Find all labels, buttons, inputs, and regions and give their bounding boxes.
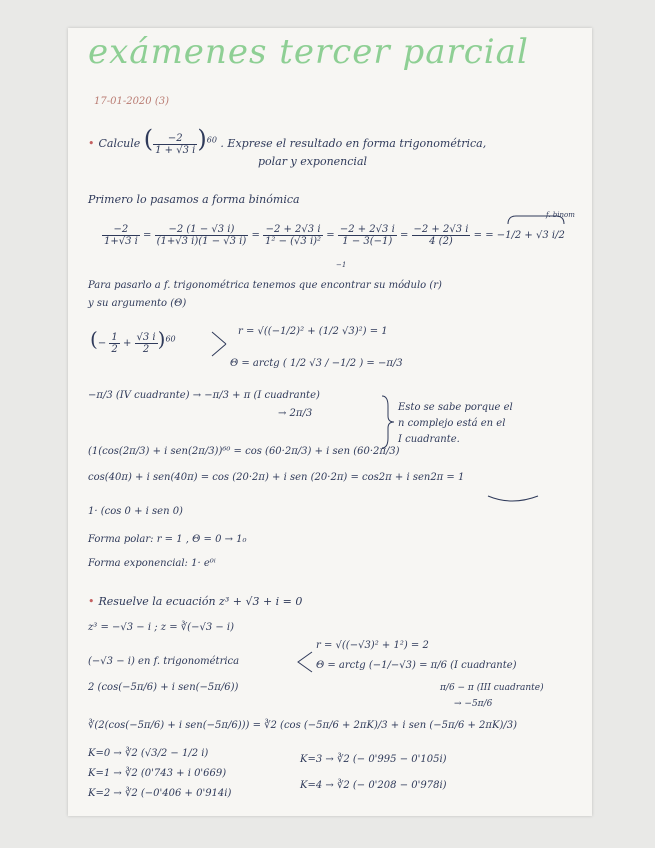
root-k1: K=1 → ∛2 (0'743 + i 0'669) <box>88 768 227 779</box>
note-line-1: Esto se sabe porque el <box>398 402 513 413</box>
step-binomial-intro: Primero lo pasamos a forma binómica <box>88 193 300 206</box>
notebook-page <box>68 28 592 816</box>
p2-argument: Θ = arctg (−1/−√3) = π/6 (I cuadrante) <box>316 660 517 671</box>
minus-one-note: −1 <box>336 261 347 269</box>
problem-1-instruction: . Exprese el resultado en forma trigonométrica, <box>220 137 487 150</box>
bullet-icon: • <box>88 595 95 608</box>
argument-theta: Θ = arctg ( 1/2 √3 / −1/2 ) = −π/3 <box>230 358 403 369</box>
ink-strokes <box>68 28 592 816</box>
z3-expression: z³ = −√3 − i ; z = ∛(−√3 − i) <box>88 622 235 633</box>
problem-1-label: Calcule <box>98 137 141 150</box>
problem-1-instruction-2: polar y exponencial <box>258 155 368 168</box>
root-k2: K=2 → ∛2 (−0'406 + 0'914i) <box>88 788 232 799</box>
note-line-3: I cuadrante. <box>398 434 460 445</box>
root-k0: K=0 → ∛2 (√3/2 − 1/2 i) <box>88 748 209 759</box>
page-title: exámenes tercer parcial <box>88 32 529 72</box>
trig-intro-line-1: Para pasarlo a f. trigonométrica tenemos que encontrar su módulo (r) <box>88 280 442 291</box>
problem-2-statement: • Resuelve la ecuación z³ + √3 + i = 0 <box>88 595 303 608</box>
trig-intro-line-2: y su argumento (Θ) <box>88 298 187 309</box>
quadrant-line-2: → 2π/3 <box>278 408 313 419</box>
root-k4: K=4 → ∛2 (− 0'208 − 0'978i) <box>300 780 447 791</box>
p2-trig-form: 2 (cos(−5π/6) + i sen(−5π/6)) <box>88 682 239 693</box>
p2-modulus: r = √((−√3)² + 1²) = 2 <box>316 640 429 651</box>
expression-z-60: (− $\frac{1}{2}$ + $\frac{√3 i}{2}$ )$^{60}$ <box>90 327 176 355</box>
p2-trig-intro: (−√3 − i) en f. trigonométrica <box>88 656 240 667</box>
cos-40pi-line: cos(40π) + i sen(40π) = cos (20·2π) + i sen (20·2π) = cos2π + i sen2π = 1 <box>88 472 465 483</box>
modulus-r: r = √((−1/2)² + (1/2 √3)²) = 1 <box>238 326 388 337</box>
problem-1-statement: • Calcule ( $\frac{-2}{1 + √3 i}$ )$^{60}$ . Exprese el resultado en forma trigonométrica, <box>88 125 487 156</box>
polar-form: Forma polar: r = 1 , Θ = 0 → 1₀ <box>88 534 247 545</box>
trig-power-line: (1(cos(2π/3) + i sen(2π/3))⁶⁰ = cos (60·2π/3) + i sen (60·2π/3) <box>88 446 400 457</box>
exponential-form: Forma exponencial: 1· e⁰ⁱ <box>88 558 216 569</box>
p2-angle-result: → −5π/6 <box>454 699 493 709</box>
binomial-form-note: f. binom <box>546 211 575 219</box>
p2-root-formula: ∛(2(cos(−5π/6) + i sen(−5π/6))) = ∛2 (cos (−5π/6 + 2πK)/3 + i sen (−5π/6 + 2πK)/3) <box>88 720 517 731</box>
binomial-chain: $\frac{-2}{1+√3 i}$ = $\frac{-2 (1 - √3 i)}{(1+√3 i)(1 - √3 i)}$ = $\frac{-2 + 2√3 i}{\text{1² − (√3 i)²}}$ = $\frac{-2 + 2√3 i}{1 - 3(-1)}$ = $\frac{-2 + 2√3 i}{4 (2)}$ = = −1/2 + √3 i/2 <box>104 224 565 247</box>
root-k3: K=3 → ∛2 (− 0'995 − 0'105i) <box>300 754 447 765</box>
p2-quadrant-3: π/6 − π (III cuadrante) <box>440 683 544 693</box>
note-line-2: n complejo está en el <box>398 418 506 429</box>
quadrant-line-1: −π/3 (IV cuadrante) → −π/3 + π (I cuadrante) <box>88 390 320 401</box>
result-line: 1· (cos 0 + i sen 0) <box>88 506 183 517</box>
problem-1-fraction: $\frac{-2}{1 + √3 i}$ <box>155 132 196 156</box>
bullet-icon: • <box>88 137 95 150</box>
exam-date: 17-01-2020 (3) <box>94 96 169 107</box>
